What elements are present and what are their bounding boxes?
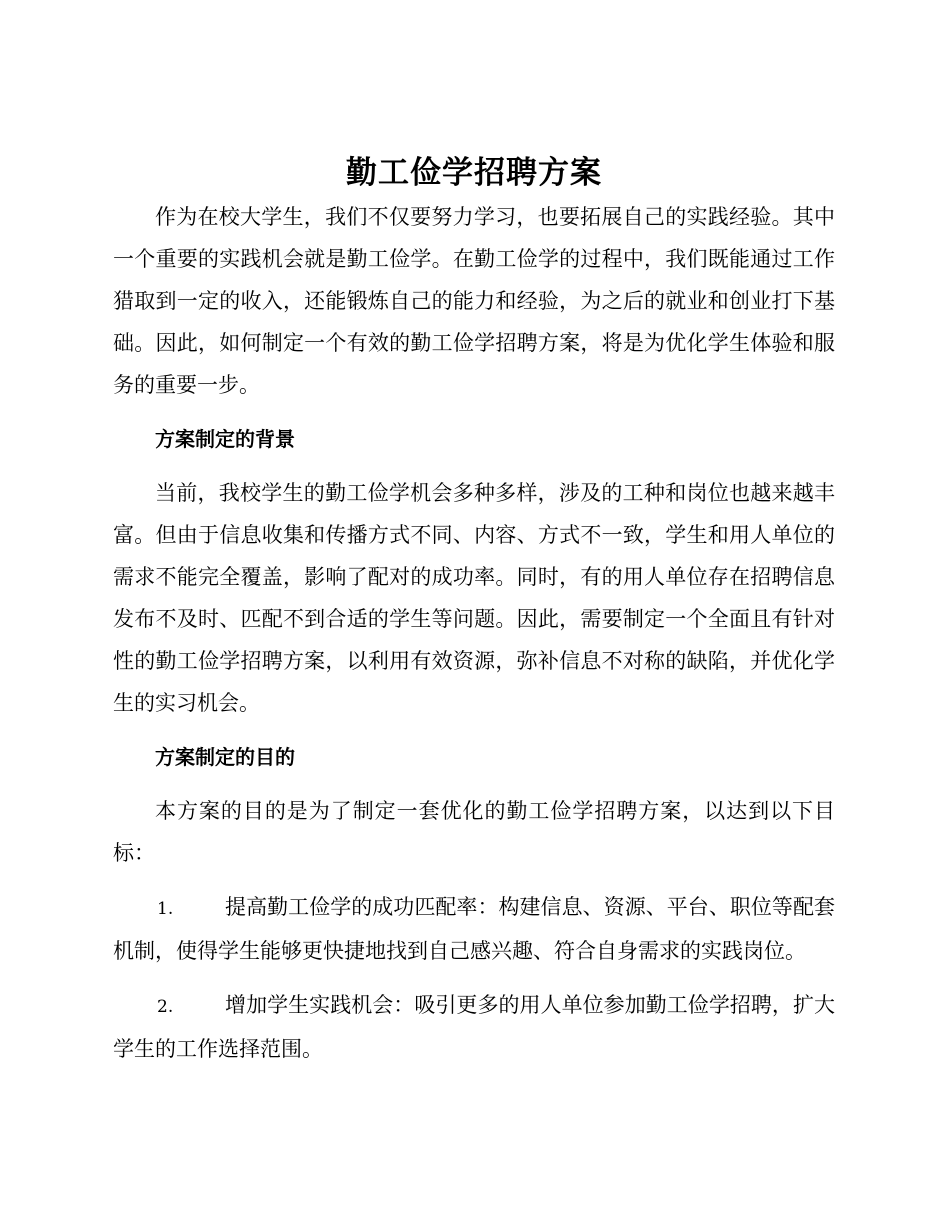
goal-list-item — [113, 886, 835, 972]
section-body-background: 当前，我校学生的勤工俭学机会多种多样，涉及的工种和岗位也越来越丰富。但由于信息收集和传播方式不同、内容、方式不一致，学生和用人单位的需求不能完全覆盖，影响了配对的成功率。同时，有的用人单位存在招聘信息发布不及时、匹配不到合适的学生等问题。因此，需要制定一个全面且有针对性的勤工俭学招聘方案，以利用有效资源，弥补信息不对称的缺陷，并优化学生的实习机会。 — [113, 481, 835, 715]
goal-list-item — [113, 984, 835, 1070]
goal-number: 1. — [157, 899, 174, 919]
section-heading-purpose: 方案制定的目的 — [155, 745, 295, 769]
section-heading-background: 方案制定的背景 — [155, 427, 295, 451]
document-page — [113, 150, 835, 1070]
goal-number: 2. — [157, 997, 174, 1017]
goal-text: 提高勤工俭学的成功匹配率：构建信息、资源、平台、职位等配套机制，使得学生能够更快捷地找到自己感兴趣、符合自身需求的实践岗位。 — [113, 895, 835, 963]
goal-text: 增加学生实践机会：吸引更多的用人单位参加勤工俭学招聘，扩大学生的工作选择范围。 — [113, 993, 835, 1061]
intro-paragraph: 作为在校大学生，我们不仅要努力学习，也要拓展自己的实践经验。其中一个重要的实践机会就是勤工俭学。在勤工俭学的过程中，我们既能通过工作猎取到一定的收入，还能锻炼自己的能力和经验，为之后的就业和创业打下基础。因此，如何制定一个有效的勤工俭学招聘方案，将是为优化学生体验和服务的重要一步。 — [113, 205, 835, 397]
document-title: 勤工俭学招聘方案 — [346, 155, 602, 191]
section-body-purpose: 本方案的目的是为了制定一套优化的勤工俭学招聘方案，以达到以下目标： — [113, 799, 835, 865]
